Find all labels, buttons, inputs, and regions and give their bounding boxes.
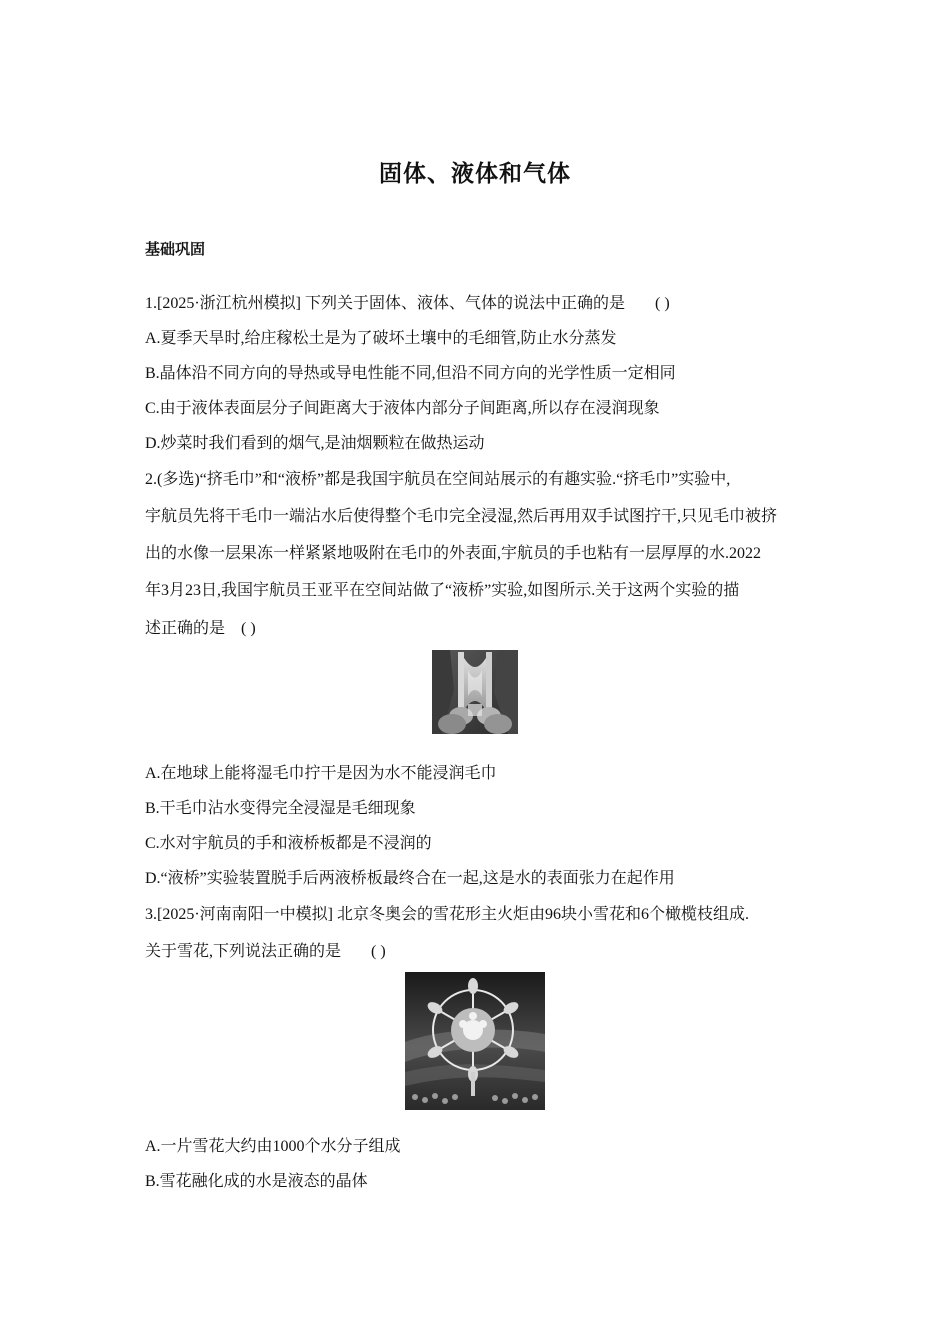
snowflake-torch-photo <box>405 972 545 1110</box>
q3-stem-text: 关于雪花,下列说法正确的是 <box>145 943 342 960</box>
q2-stem-line-3: 出的水像一层果冻一样紧紧地吸附在毛巾的外表面,宇航员的手也粘有一层厚厚的水.2022 <box>145 545 762 562</box>
page-title: 固体、液体和气体 <box>379 161 571 187</box>
q2-stem-line-4: 年3月23日,我国宇航员王亚平在空间站做了“液桥”实验,如图所示.关于这两个实验的描 <box>145 582 740 599</box>
q1-stem-text: 1.[2025·浙江杭州模拟] 下列关于固体、液体、气体的说法中正确的是 <box>145 295 625 312</box>
liquid-bridge-photo <box>432 650 518 734</box>
q2-stem-line-2: 宇航员先将干毛巾一端沾水后使得整个毛巾完全浸湿,然后再用双手试图拧干,只见毛巾被挤 <box>145 508 778 525</box>
q3-option-b: B.雪花融化成的水是液态的晶体 <box>145 1173 368 1190</box>
q2-stem-text: 述正确的是 <box>145 620 226 637</box>
q2-option-b: B.干毛巾沾水变得完全浸湿是毛细现象 <box>145 800 416 817</box>
q1-option-a: A.夏季天旱时,给庄稼松土是为了破坏土壤中的毛细管,防止水分蒸发 <box>145 330 617 347</box>
q3-stem-line-2 <box>145 942 386 962</box>
q1-stem <box>145 294 670 314</box>
q2-stem-line-5 <box>145 619 256 639</box>
q2-stem-line-1: 2.(多选)“挤毛巾”和“液桥”都是我国宇航员在空间站展示的有趣实验.“挤毛巾”实验中, <box>145 471 731 488</box>
q1-option-c: C.由于液体表面层分子间距离大于液体内部分子间距离,所以存在浸润现象 <box>145 400 660 417</box>
q3-option-a: A.一片雪花大约由1000个水分子组成 <box>145 1138 401 1155</box>
q1-option-d: D.炒菜时我们看到的烟气,是油烟颗粒在做热运动 <box>145 435 485 452</box>
q2-option-d: D.“液桥”实验装置脱手后两液桥板最终合在一起,这是水的表面张力在起作用 <box>145 870 675 887</box>
q2-option-c: C.水对宇航员的手和液桥板都是不浸润的 <box>145 835 432 852</box>
q2-option-a: A.在地球上能将湿毛巾拧干是因为水不能浸润毛巾 <box>145 765 497 782</box>
q3-stem-line-1: 3.[2025·河南南阳一中模拟] 北京冬奥会的雪花形主火炬由96块小雪花和6个橄榄枝组成. <box>145 906 749 923</box>
q2-answer-bracket: ( ) <box>241 620 256 637</box>
q1-answer-bracket: ( ) <box>655 295 670 312</box>
q3-answer-bracket: ( ) <box>371 943 386 960</box>
q1-option-b: B.晶体沿不同方向的导热或导电性能不同,但沿不同方向的光学性质一定相同 <box>145 365 676 382</box>
section-heading: 基础巩固 <box>145 240 206 258</box>
